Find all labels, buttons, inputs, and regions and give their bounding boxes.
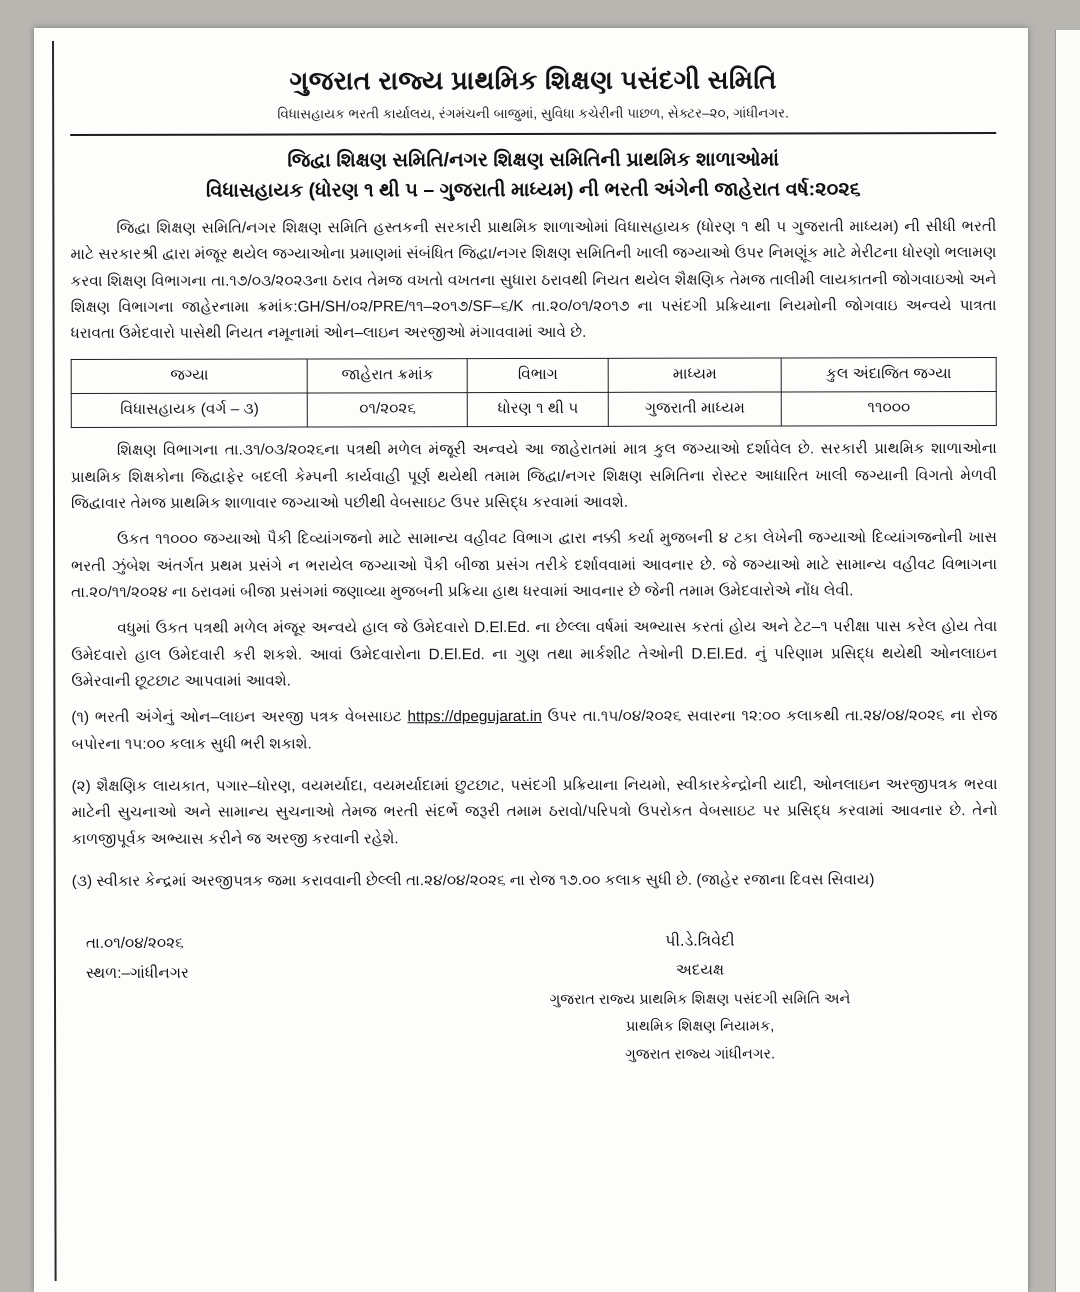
table-row — [71, 392, 996, 428]
table-cell-division: ધોરણ ૧ થી ૫ — [467, 393, 608, 427]
document-footer — [72, 927, 998, 1069]
footer-date: તા.૦૧/૦૪/૨૦૨૬ — [85, 935, 184, 953]
paragraph-4: વધુમાં ઉકત પત્રથી મળેલ મંજૂર અન્વયે હાલ જે ઉમેદવારો D.El.Ed. ના છેલ્લા વર્ષમાં અભ્યાસ કરતાં હોય અને ટેટ–૧ પરીક્ષા પાસ કરેલ હોય તેવા ઉમેદવારો હાલ ઉમેદવારી કરી શકશે. આવાં ઉમેદવારોના D.El.Ed. ના ગુણ તથા માર્કશીટ તેઓની D.El.Ed. નું પરિણામ પ્રસિદ્ધ થયેથી ઓનલાઇન ઉમેરવાની છૂટછાટ આપવામાં આવશે. — [71, 618, 998, 690]
application-website-link[interactable]: https://dpegujarat.in — [407, 708, 542, 726]
table-header-advt-no: જાહેરાત ક્રમાંક — [308, 359, 468, 393]
signatory-organization-line-3: ગુજરાત રાજ્ય ગાંધીનગર. — [625, 1046, 776, 1063]
vacancy-table — [71, 357, 997, 428]
advertisement-title-line-2: વિધાસહાયક (ધોરણ ૧ થી ૫ – ગુજરાતી માધ્યમ) ની ભરતી અંગેની જાહેરાત વર્ષ:૨૦૨૬ — [205, 178, 861, 202]
organization-title: ગુજરાત રાજ્ય પ્રાથમિક શિક્ષણ પસંદગી સમિતિ — [289, 64, 777, 96]
table-header-row — [71, 358, 996, 394]
scanned-document-sheet — [34, 28, 1028, 1292]
note-1 — [71, 703, 997, 758]
document-paper — [34, 28, 1028, 1292]
note-3: (૩) સ્વીકાર કેન્દ્રમાં અરજીપત્રક જમા કરાવવાની છેલ્લી તા.૨૪/૦૪/૨૦૨૬ ના રોજ ૧૭.૦૦ કલાક સુધી છે. (જાહેર રજાના દિવસ સિવાય) — [71, 871, 875, 890]
advertisement-title-line-1: જિદ્વા શિક્ષણ સમિતિ/નગર શિક્ષણ સમિતિની પ્રાથમિક શાળાઓમાં — [287, 147, 780, 172]
table-cell-medium: ગુજરાતી માધ્યમ — [608, 392, 781, 426]
signatory-name: પી.ડે.ત્રિવેદી — [665, 932, 735, 951]
document-inner-border — [52, 39, 1013, 1281]
table-cell-post: વિધાસહાયક (વર્ગ – ૩) — [71, 393, 308, 427]
footer-place: સ્થળ:–ગાંધીનગર — [85, 964, 189, 983]
header-divider — [70, 132, 996, 136]
signatory-designation: અદયક્ષ — [675, 961, 725, 980]
document-content — [70, 63, 998, 1069]
table-header-post: જગ્યા — [71, 359, 308, 393]
note-2: (૨) શૈક્ષણિક લાયકાત, પગાર–ધોરણ, વયમર્યાદા, વયમર્યાદામાં છુટછાટ, પસંદગી પ્રક્રિયાના નિયમો, સ્વીકારકેન્દ્રોની યાદી, ઓનલાઇન અરજીપત્રક ભરવા માટેની સુચનાઓ અને સામાન્ય સુચનાઓ તેમજ ભરતી સંદર્ભે જરૂરી તમામ ઠરાવો/પરિપત્રો ઉપરોકત વેબસાઇટ પર પ્રસિદ્ધ કરવામાં આવનાર છે. તેનો કાળજીપૂર્વક અભ્યાસ કરીને જ અરજી કરવાની રહેશે. — [71, 775, 998, 848]
note-1-text-after-link: ઉપર તા.૧૫/૦૪/૨૦૨૬ સવારના ૧૨:૦૦ કલાકથી તા.૨૪/૦૪/૨૦૨૬ ના રોજ બપોરના ૧૫:૦૦ કલાક સુધી ભરી શકાશે. — [71, 707, 998, 753]
table-header-division: વિભાગ — [467, 359, 608, 393]
paragraph-1: જિદ્વા શિક્ષણ સમિતિ/નગર શિક્ષણ સમિતિ હસ્તકની સરકારી પ્રાથમિક શાળાઓમાં વિધાસહાયક (ધોરણ ૧ થી ૫ ગુજરાતી માધ્યમ) ની સીધી ભરતી માટે સરકારશ્રી દ્વારા મંજૂર થયેલ જગ્યાઓના પ્રમાણમાં સંબંધિત જિદ્વા/નગર શિક્ષણ સમિતિની ખાલી જગ્યાઓ ઉપર નિમણૂંક માટે મેરીટના ધોરણો ભલામણ કરવા શિક્ષણ વિભાગના તા.૧૭/૦૩/૨૦૨૩ના ઠરાવ તેમજ વખતો વખતના સુધારા ઠરાવથી નિયત થયેલ શૈક્ષણિક તેમજ તાલીમી લાયકાતની જોગવાઇઓ અને શિક્ષણ વિભાગના જાહેરનામા ક્રમાંક:GH/SH/૦૨/PRE/૧૧–૨૦૧૭/SF–૬/K તા.૨૦/૦૧/૨૦૧૭ ના પસંદગી પ્રક્રિયાના નિયમોની જોગવાઇ અન્વયે પાત્રતા ધરાવતા ઉમેદવારો પાસેથી નિયત નમૂનામાં ઓન–લાઇન અરજીઓ મંગાવવામાં આવે છે. — [70, 217, 997, 343]
signatory-organization-line-2: પ્રાથમિક શિક્ષણ નિયામક, — [625, 1018, 775, 1036]
footer-left-block — [86, 929, 189, 989]
table-header-total-posts: કુલ અંદાજિત જગ્યા — [781, 358, 996, 392]
table-cell-total-posts: ૧૧૦૦૦ — [781, 392, 996, 426]
paragraph-3: ઉકત ૧૧૦૦૦ જગ્યાઓ પૈકી દિવ્યાંગજનો માટે સામાન્ય વહીવટ વિભાગ દ્વારા નક્કી કર્યા મુજબની ૪ ટકા લેખેની જગ્યાઓ દિવ્યાંગજનોની ખાસ ભરતી ઝુંબેશ અંતર્ગત પ્રથમ પ્રસંગે ન ભરાયેલ જગ્યાઓ પૈકી બીજા પ્રસંગ તરીકે દર્શાવવામાં આવનાર છે. જે જગ્યાઓ માટે સામાન્ય વહીવટ વિભાગના તા.૨૦/૧૧/૨૦૨૪ ના ઠરાવમાં બીજા પ્રસંગમાં જણાવ્યા મુજબની પ્રક્રિયા હાથ ધરવામાં આવનાર છે જેની તમામ ઉમેદવારોએ નોંધ લેવી. — [71, 529, 998, 601]
note-1-text-before-link: (૧) ભરતી અંગેનું ઓન–લાઇન અરજી પત્રક વેબસાઇટ — [71, 708, 408, 727]
paragraph-2: શિક્ષણ વિભાગના તા.૩૧/૦૩/૨૦૨૬ના પત્રથી મળેલ મંજૂરી અન્વયે આ જાહેરાતમાં માત્ર કુલ જગ્યાઓ દર્શાવેલ છે. સરકારી પ્રાથમિક શાળાઓના પ્રાથમિક શિક્ષકોના જિદ્વાફેર બદલી કેમ્પની કાર્યવાહી પૂર્ણ થયેથી તમામ જિદ્વા/નગર શિક્ષણ સમિતિના રોસ્ટર આધારિત ખાલી જગ્યાની વિગતો મેળવી જિદ્વાવાર તેમજ પ્રાથમિક શાળાવાર જગ્યાઓ પછીથી વેબસાઇટ ઉપર પ્રસિદ્ધ કરવામાં આવશે. — [70, 440, 997, 512]
table-header-medium: માધ્યમ — [608, 358, 781, 392]
adjacent-page-edge — [1055, 30, 1080, 1292]
organization-address: વિધાસહાયક ભરતી કાર્યાલય, રંગમંચની બાજુમાં, સુવિધા કચેરીની પાછળ, સેક્ટર–૨૦, ગાંધીનગર. — [277, 104, 789, 122]
table-cell-advt-no: ૦૧/૨૦૨૬ — [308, 393, 468, 427]
footer-signature-block — [402, 927, 998, 1067]
advertisement-title — [70, 144, 996, 206]
signatory-organization-line-1: ગુજરાત રાજ્ય પ્રાથમિક શિક્ષણ પસંદગી સમિતિ અને — [549, 991, 851, 1009]
